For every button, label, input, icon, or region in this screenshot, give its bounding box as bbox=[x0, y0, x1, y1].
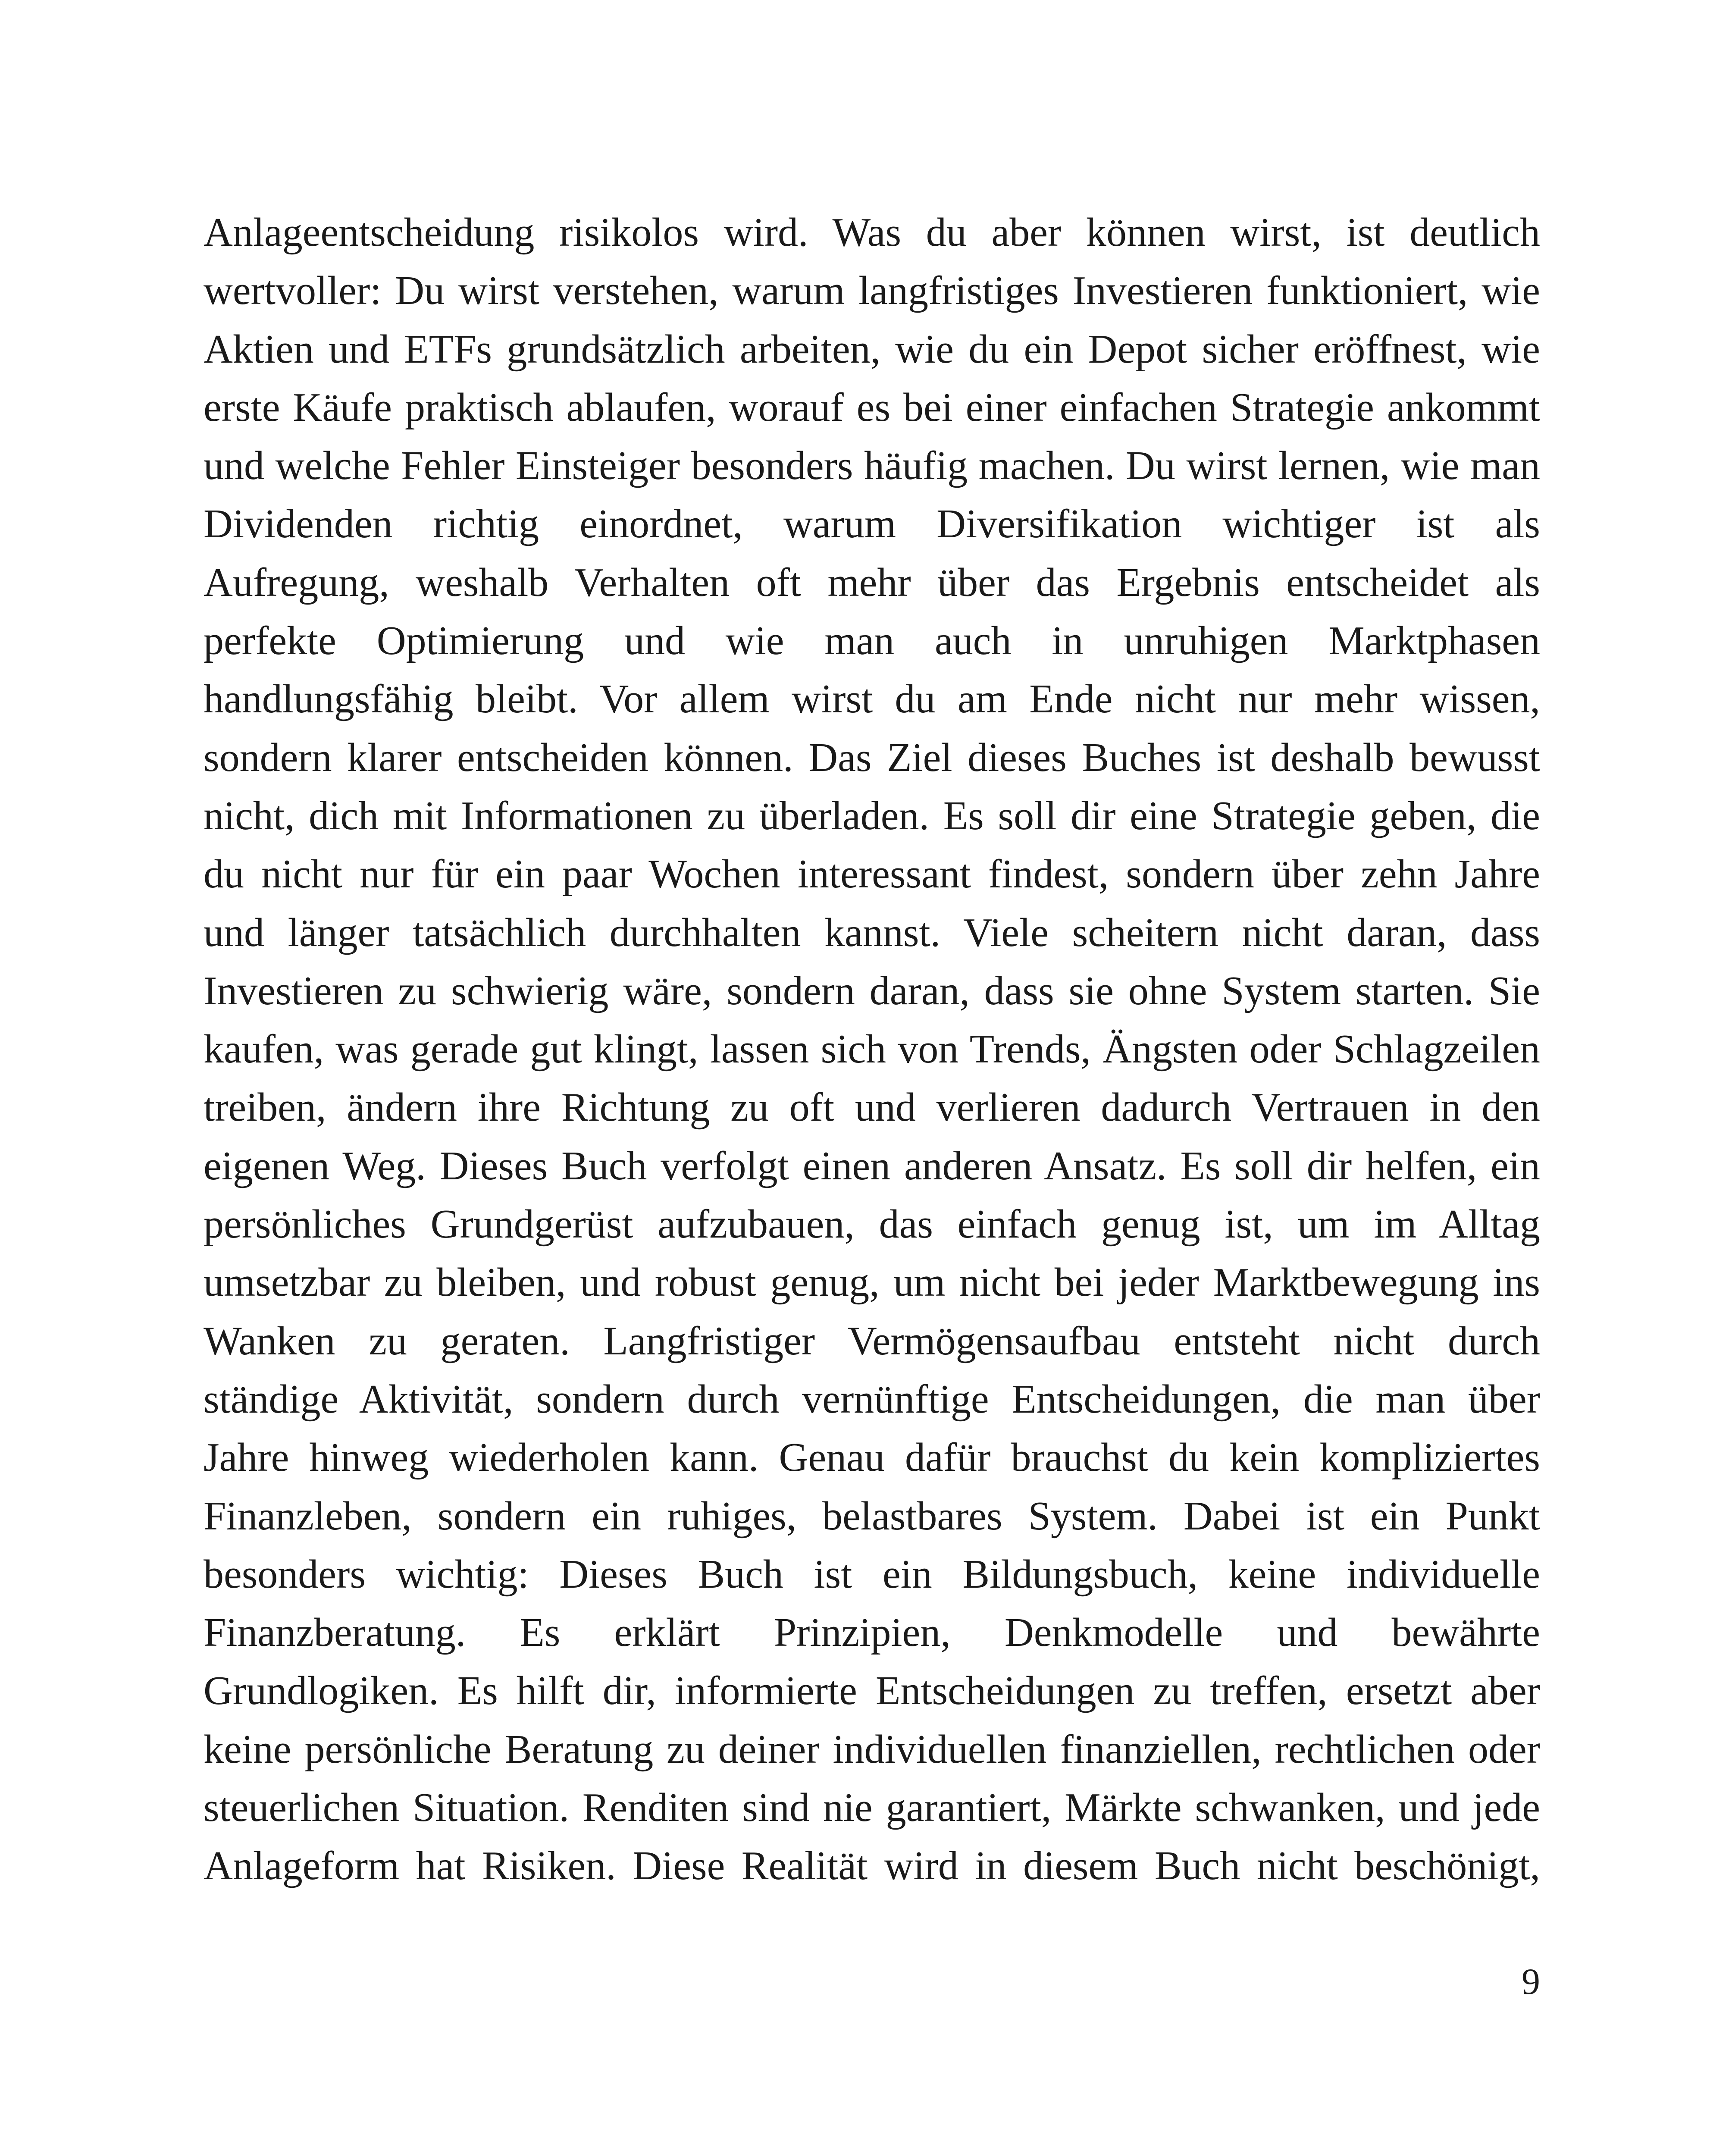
text-line: wertvoller: Du wirst verstehen, warum langfristiges Investieren funktioniert, wie bbox=[204, 268, 1540, 313]
text-line: perfekte Optimierung und wie man auch in unruhigen Marktphasen bbox=[204, 618, 1540, 664]
text-line: Anlageform hat Risiken. Diese Realität wird in diesem Buch nicht beschönigt, bbox=[204, 1843, 1540, 1889]
text-line: umsetzbar zu bleiben, und robust genug, um nicht bei jeder Marktbewegung ins bbox=[204, 1260, 1540, 1305]
text-line: Anlageentscheidung risikolos wird. Was du aber können wirst, ist deutlich bbox=[204, 210, 1540, 255]
text-line: Aufregung, weshalb Verhalten oft mehr über das Ergebnis entscheidet als bbox=[204, 560, 1540, 605]
text-line: Grundlogiken. Es hilft dir, informierte Entscheidungen zu treffen, ersetzt aber bbox=[204, 1668, 1540, 1714]
text-line: Dividenden richtig einordnet, warum Diversifikation wichtiger ist als bbox=[204, 501, 1540, 547]
text-line: und länger tatsächlich durchhalten kannst. Viele scheitern nicht daran, dass bbox=[204, 910, 1540, 955]
text-line: besonders wichtig: Dieses Buch ist ein Bildungsbuch, keine individuelle bbox=[204, 1551, 1540, 1597]
text-line: Finanzberatung. Es erklärt Prinzipien, Denkmodelle und bewährte bbox=[204, 1610, 1540, 1655]
text-line: du nicht nur für ein paar Wochen interessant findest, sondern über zehn Jahre bbox=[204, 852, 1540, 897]
text-line: Wanken zu geraten. Langfristiger Vermögensaufbau entsteht nicht durch bbox=[204, 1318, 1540, 1363]
text-line: erste Käufe praktisch ablaufen, worauf es bei einer einfachen Strategie ankommt bbox=[204, 385, 1540, 430]
text-line: und welche Fehler Einsteiger besonders häufig machen. Du wirst lernen, wie man bbox=[204, 443, 1540, 489]
page-number: 9 bbox=[1522, 1961, 1540, 2002]
text-line: ständige Aktivität, sondern durch vernünftige Entscheidungen, die man über bbox=[204, 1376, 1540, 1422]
text-line: kaufen, was gerade gut klingt, lassen sich von Trends, Ängsten oder Schlagzeilen bbox=[204, 1027, 1540, 1072]
text-line: Investieren zu schwierig wäre, sondern daran, dass sie ohne System starten. Sie bbox=[204, 968, 1540, 1013]
text-line: eigenen Weg. Dieses Buch verfolgt einen anderen Ansatz. Es soll dir helfen, ein bbox=[204, 1143, 1540, 1188]
text-line: Finanzleben, sondern ein ruhiges, belastbares System. Dabei ist ein Punkt bbox=[204, 1493, 1540, 1539]
text-line: treiben, ändern ihre Richtung zu oft und verlieren dadurch Vertrauen in den bbox=[204, 1085, 1540, 1130]
text-line: sondern klarer entscheiden können. Das Ziel dieses Buches ist deshalb bewusst bbox=[204, 735, 1540, 780]
body-text bbox=[204, 204, 1540, 1896]
text-line: persönliches Grundgerüst aufzubauen, das einfach genug ist, um im Alltag bbox=[204, 1202, 1540, 1247]
text-line: Jahre hinweg wiederholen kann. Genau dafür brauchst du kein kompliziertes bbox=[204, 1435, 1540, 1480]
text-line: steuerlichen Situation. Renditen sind nie garantiert, Märkte schwanken, und jede bbox=[204, 1785, 1540, 1830]
text-line: Aktien und ETFs grundsätzlich arbeiten, wie du ein Depot sicher eröffnest, wie bbox=[204, 326, 1540, 372]
text-line: nicht, dich mit Informationen zu überladen. Es soll dir eine Strategie geben, die bbox=[204, 793, 1540, 838]
text-line: handlungsfähig bleibt. Vor allem wirst du am Ende nicht nur mehr wissen, bbox=[204, 677, 1540, 722]
text-line: keine persönliche Beratung zu deiner individuellen finanziellen, rechtlichen oder bbox=[204, 1727, 1540, 1772]
